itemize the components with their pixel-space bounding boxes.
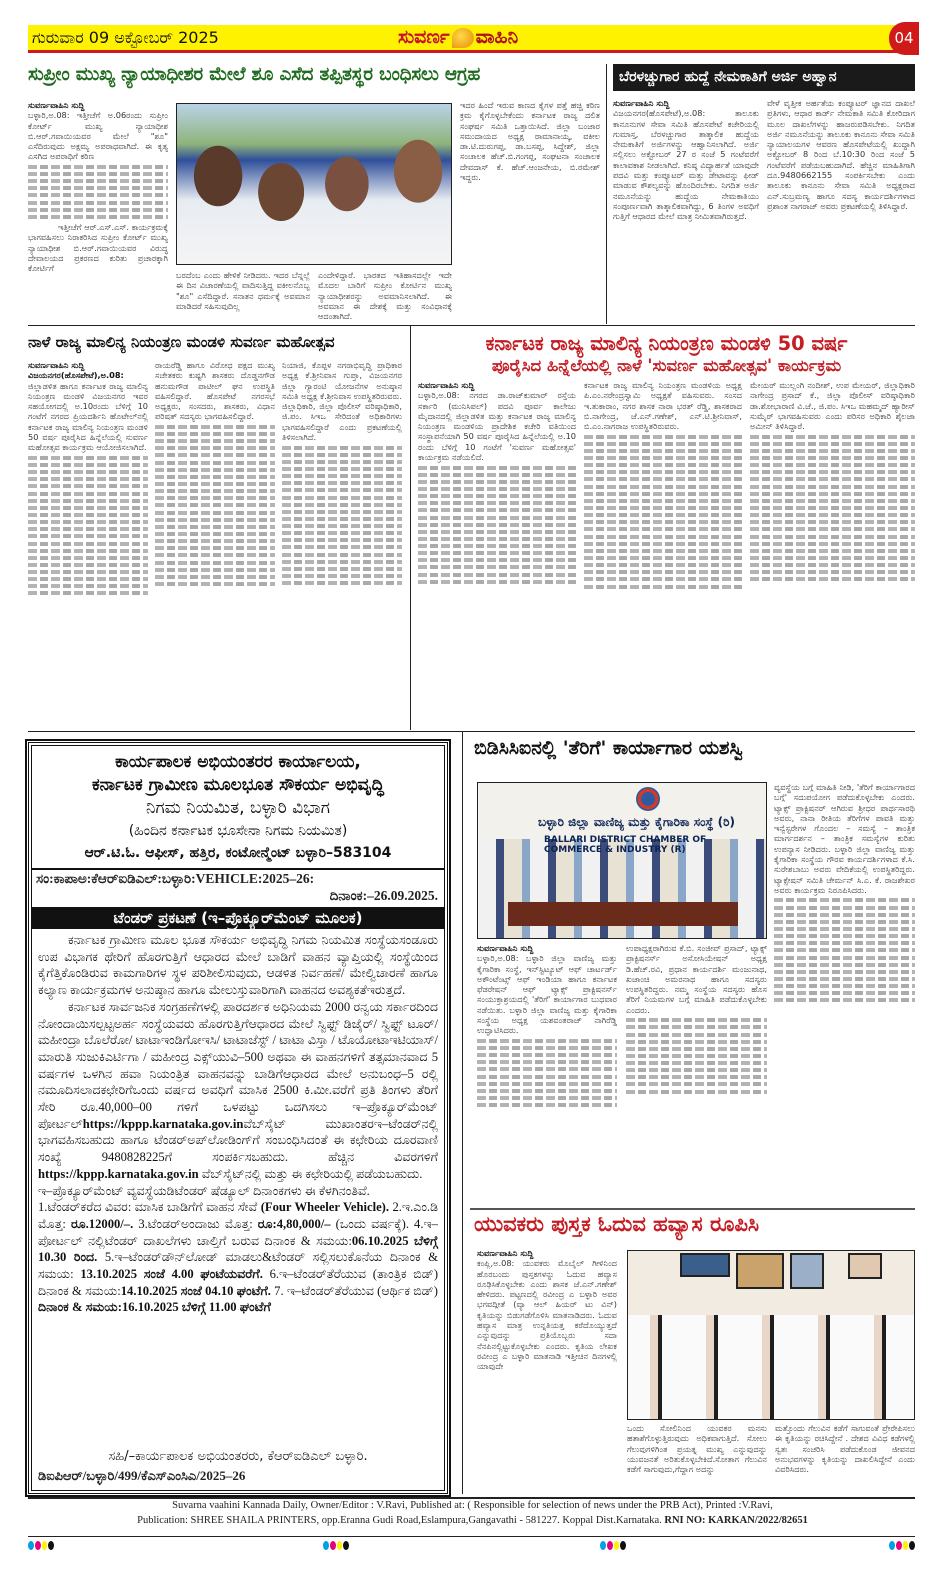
article-lead: ಬಳ್ಳಾರಿ,ಅ.08: ಇತ್ತೀಚೆಗೆ ಅ.06ರಂದು ಸುಪ್ರೀಂ ಕೋರ್ಟ್ ಮುಖ್ಯ ನ್ಯಾಯಾಧೀಶ ಬಿ.ಆರ್.ಗವಾಯಿಯವರ ಮೇಲೆ "ಶೂ" ಎಸೆದಿರುವುದು ಅಕ್ಷಮ್ಯ ಅಪರಾಧವಾಗಿದೆ. ಈ ಕೃತ್ಯ ಎಸಗಿದ ಅಪರಾಧಿಗೆ ಕಠಿಣ: [28, 110, 168, 162]
tender-title: ಟೆಂಡರ್ ಪ್ರಕಟಣೆ (ಇ–ಪ್ರೊಕ್ಯೂರ್‌ಮೆಂಟ್ ಮೂಲಕ): [32, 907, 444, 929]
article-paragraph: ಇತ್ತೀಚೆಗೆ ಆರ್.ಎಸ್.ಎಸ್. ಕಾರ್ಯಕ್ರಮಕ್ಕೆ ಭಾಗವಹಿಸಲು ನಿರಾಕರಿಸಿದ ಸುಪ್ರೀಂ ಕೋರ್ಟ್ ಮುಖ್ಯ ನ್ಯಾಯಾಧೀಶ ಬಿ.ಆರ್.ಗವಾಯಿಯವರ ವಿರುದ್ಧ ದೇವಾಲಯದ ಪ್ರಕರಣದ ಕುರಿತು ಪ್ರಚಾರಕ್ಕಾಗಿ ಕೋರ್ಟಿಗೆ: [28, 222, 168, 274]
dateline: ಸುವರ್ಣವಾಹಿನಿ ಸುದ್ದಿ: [613, 98, 670, 108]
registration-dot: [323, 1541, 329, 1550]
dateline-place: ವಿಜಯನಗರ(ಹೊಸಪೇಟೆ),ಅ.08:: [28, 370, 124, 381]
registration-dot: [889, 1541, 895, 1550]
newspaper-logo: [398, 26, 518, 48]
office-line-4: (ಹಿಂದಿನ ಕರ್ನಾಟಕ ಭೂಸೇನಾ ನಿಗಮ ನಿಯಮಿತ): [128, 823, 348, 839]
dipr-reference: ಡಿಐಪಿಆರ್/ಬಳ್ಳಾರಿ/499/ಕೆಎಸ್‌ಎಂಸಿಎ/2025–26: [38, 1468, 246, 1483]
article-supreme-col2: ಬರದೆಂಬ ಎಂದು ಹೇಳಿಕೆ ನೀಡಿದರು. ಇದರ ಬೆನ್ನಲ್ಲೆ ಈ ದಿನ ವಿಚಾರಣೆಯಲ್ಲಿ ವಾದಿಸುತ್ತಿದ್ದ ವಕೀಲನೊಬ್ಬ "ಶೂ" ಎಸೆದಿದ್ದಾರೆ. ಸನಾತನ ಧರ್ಮಕ್ಕೆ ಅವಮಾನ ಮಾಡಿದರೆ ಸಹಿಸುವುದಿಲ್ಲ: [176, 270, 310, 311]
lamp-icon: [452, 28, 474, 48]
section-divider: [28, 325, 915, 326]
dateline: ಸುವರ್ಣವಾಹಿನಿ ಸುದ್ದಿ: [477, 1248, 534, 1258]
dateline: ಸುವರ್ಣವಾಹಿನಿ ಸುದ್ದಿ: [418, 380, 475, 390]
article-text: ನಿಯಾಜಿ, ಕೊಪ್ಪಳ ನಗರಾಭಿವೃದ್ಧಿ ಪ್ರಾಧಿಕಾರ ಅಧ್ಯಕ್ಷ ಕೆ.ಶ್ರೀನಿವಾಸ ಗುಪ್ತಾ, ವಿಜಯನಗರ ಜಿಲ್ಲಾ ಗ್ಯಾರಂಟಿ ಯೋಜನೆಗಳ ಅನುಷ್ಠಾನ ಸಮಿತಿ ಅಧ್ಯಕ್ಷ ಕೆ.ಶ್ರೀನಿವಾಸ ಉಪಸ್ಥಿತರಿರುವರು. ಜಿಲ್ಲಾಧಿಕಾರಿ, ಜಿಲ್ಲಾ ಪೊಲೀಸ್ ವರಿಷ್ಠಾಧಿಕಾರಿ, ಜಿ.ಪಂ. ಸಿಇಒ ಸೇರಿದಂತೆ ಅಧಿಕಾರಿಗಳು ಭಾಗವಹಿಸಲಿದ್ದಾರೆ ಎಂದು ಪ್ರಕಟಣೆಯಲ್ಲಿ ತಿಳಿಸಲಾಗಿದೆ.: [282, 360, 402, 443]
column-divider: [462, 732, 463, 1494]
protest-photo: [176, 103, 452, 265]
imprint-footer: [0, 1500, 945, 1526]
article-pollution2-col3: [750, 380, 915, 730]
footer-rule: [28, 1536, 915, 1537]
footer-rule: [28, 1497, 915, 1499]
reference-number: ಸಂ:ಕಾಪಾಅ:ಕೆಆರ್‌ಐಡಿಎಲ್:ಬಳ್ಳಾರಿ:VEHICLE:2025–26:: [32, 868, 444, 888]
article-text: ವಿಜಯನಗರ(ಹೊಸಪೇಟೆ),ಅ.08: ತಾಲೂಕು ಕಾನೂನುಗಳ ಸೇವಾ ಸಮಿತಿ ಹೊಸಪೇಟೆ ಕಚೇರಿಯಲ್ಲಿ ಗುಮಾಸ್ತ, ಬೆರಳಚ್ಚುಗಾರ ತಾತ್ಕಾಲಿಕ ಹುದ್ದೆಯ ನೇಮಕಾತಿಗೆ ಅರ್ಜಿಗಳನ್ನು ಆಹ್ವಾನಿಸಲಾಗಿದೆ. ಅರ್ಜಿ ಸಲ್ಲಿಸಲು ಅಕ್ಟೋಬರ್ 27 ರ ಸಂಜೆ 5 ಗಂಟೆವರೆಗೆ ಕಾಲಾವಕಾಶ ನೀಡಲಾಗಿದೆ. ಕನಿಷ್ಠ ವಿದ್ಯಾರ್ಹತೆ ಯಾವುದೇ ಪದವಿ ಮತ್ತು ಕಂಪ್ಯೂಟರ್ ಮತ್ತು ಡೇಟಾವನ್ನು ಫೀಡ್ ಮಾಡುವ ಕೌಶಲ್ಯವನ್ನು ಹೊಂದಿರಬೇಕು. ನಿಗದಿತ ಅರ್ಜಿ ನಮೂನೆಯನ್ನು ಹುದ್ದೆಯ ನೇಮಕಾತಿಯು ಸಂಪೂರ್ಣವಾಗಿ ತಾತ್ಕಾಲಿಕವಾಗಿದ್ದು, 6 ತಿಂಗಳ ಅವಧಿಗೆ ಗುತ್ತಿಗೆ ಆಧಾರದ ಮೇಲೆ ಮಾತ್ರ ನೀಮಿತವಾಗಿರುತ್ತದೆ.: [613, 108, 759, 222]
page-number: 04: [889, 22, 919, 55]
article-pollution2-col1: [418, 380, 576, 730]
schedule-item: 5.ಇ–ಟೆಂಡರ್‌ಡೌನ್‌ಲೋಡ್ ಮಾಡಲು&ಟೆಂಡರ್ ಸಲ್ಲಿಸಲುಕೊನೆಯ ದಿನಾಂಕ & ಸಮಯ: 13.10.2025 ಸಂಜೆ 4.00 ಘಂಟೆಯವರೆಗೆ.: [38, 1250, 438, 1282]
tender-paragraph-2: ಕರ್ನಾಟಕ ಸಾರ್ವಜನಿಕ ಸಂಗ್ರಹಣೆಗಳಲ್ಲಿ ಪಾರದರ್ಶಕ ಅಧಿನಿಯಮ 2000 ರನ್ವಯ ಸರ್ಕಾರದಿಂದ ನೋಂದಾಯಿಸಲ್ಪಟ್ಟಅರ್ಹ ಸಂಸ್ಥೆಯವರು ಹೊರಗುತ್ತಿಗೆಆಧಾರದ ಮೇಲೆ ಸ್ವಿಫ್ಟ್ ಡಿಜೈರ್/ ಸ್ವಿಫ್ಟ್ ಟೂರ್/ ಮಹೀಂದ್ರಾ ಬೊಲೆರೋ/ ಟಾಟಾಇಂಡಿಗೋಇಸಿ/ ಟಾಟಾಜೆಸ್ಟ್ / ಟಾಟಾ ವಿಸ್ತಾ / ಟೊಯೋಟಾಇಟಿಯಾಸ್/ ಮಾರುತಿ ಸುಜುಕಿಎರ್ಟಿಗಾ / ಮಹೀಂದ್ರ ಎಕ್ಸ್‌ಯುವಿ–500 ಅಥವಾ ಈ ವಾಹನಗಳಿಗೆ ತತ್ಸಮಾನವಾದ 5 ವರ್ಷಗಳ ಒಳಗಿನ ಹವಾ ನಿಯಂತ್ರಿತ ವಾಹನವನ್ನು ಬಾಡಿಗೆಆಧಾರದ ಮೇಲೆ ಅನುಬಂಧ–5 ರಲ್ಲಿ ನಮೂದಿಸಲಾದಕಛೇರಿಗೆಒಂದು ವರ್ಷದ ಅವಧಿಗೆ ಮಾಸಿಕ 2500 ಕಿ.ಮೀ.ವರೆಗೆ ಪ್ರತಿ ತಿಂಗಳು ತೆರಿಗೆ ಸೇರಿ ರೂ.40,000–00 ಗಳಿಗೆ ಒಳಪಟ್ಟು ಒದಗಿಸಲು ಇ–ಪ್ರೊಕ್ಯೂರ್‌ಮೆಂಟ್ ಪೋರ್ಟಲ್https://kppp.karnataka.gov.inವೆಬ್‌ಸೈಟ್ ಮುಖಾಂತರಇ–ಟೆಂಡರ್‌ನಲ್ಲಿ ಭಾಗವಹಿಸಬಹುದು ಹಾಗೂ ಟೆಂಡರ್‌ಅಪ್‌ಲೋಡಿಂಗ್‌ಗೆ ಸಂಬಂಧಿಸಿದಂತೆ ಈ ಕಛೇರಿಯ ದೂರವಾಣಿ ಸಂಖ್ಯೆ 9480828225ಗೆ ಸಂಪರ್ಕಿಸಬಹುದು. ಹೆಚ್ಚಿನ ವಿವರಗಳಿಗೆ https://kppp.karnataka.gov.in ವೆಬ್‌ಸೈಟ್‌ನಲ್ಲಿ ಮತ್ತು ಈ ಕಛೇರಿಯಲ್ಲಿ ಪಡೆಯಬಹುದು.: [38, 999, 438, 1181]
wall-portrait: [790, 1253, 824, 1289]
registration-dot: [620, 1541, 626, 1550]
registration-dot: [330, 1541, 336, 1550]
registration-marks: [28, 1541, 54, 1551]
article-text: ವ್ಯವಸ್ಥೆಯ ಬಗ್ಗೆ ಮಾಹಿತಿ ನೀಡಿ, 'ತೆರಿಗೆ ಕಾರ್ಯಾಗಾರದ ಬಗ್ಗೆ' ಸದುಪಯೋಗ ಪಡೆದುಕೊಳ್ಳಬೇಕು ಎಂದರು. ಟ್ಯಾಕ್ಸ್ ಪ್ರಾಕ್ಟಿಷನರ್ ಆಗಿರುವ ಶ್ರೀಧರ ಪಾರ್ಥಸಾರಥಿ ಅವರು, ನಾನಾ ರೀತಿಯ ತೆರಿಗೆಗಳ ಪಾವತಿ ಮತ್ತು ಇನ್ವೆಸ್ಟರೇಗಳ ಗೊಂದಲ – ಸಮಸ್ಯೆ – ತಾಂತ್ರಿಕ ಮಾರ್ಗದರ್ಶನ – ತಾಂತ್ರಿಕ ಸಮಸ್ಯೆಗಳ ಕುರಿತು ಉಪನ್ಯಾಸ ನೀಡಿದರು. ಬಳ್ಳಾರಿ ಜಿಲ್ಲಾ ವಾಣಿಜ್ಯ ಮತ್ತು ಕೈಗಾರಿಕಾ ಸಂಸ್ಥೆಯ ಗೌರವ ಕಾರ್ಯದರ್ಶಿಗಳಾದ ಕೆ.ಸಿ. ಸುರೇಶಬಾಬು ಅವರು ವೇದಿಕೆಯಲ್ಲಿ ಉಪಸ್ಥಿತರಿದ್ದರು. ಟ್ಯಾಕ್ಸೇಷನ್ ಸಮಿತಿ ಚೇರ್ಮನ್ ಸಿ.ಎ. ಕೆ. ರಾಜಶೇಖರ ಅವರು ಕಾರ್ಯಕ್ರಮ ನಿರೂಪಿಸಿದರು.: [774, 782, 915, 895]
headline-reading-habit: ಯುವಕರು ಪುಸ್ತಕ ಓದುವ ಹವ್ಯಾಸ ರೂಪಿಸಿ: [474, 1212, 760, 1236]
logo-word-2: ವಾಹಿನಿ: [475, 26, 519, 48]
article-pollution-col3: [282, 360, 402, 730]
article-text: ಮೇಯರ್ ಮುಲ್ಲಂಗಿ ನಂದೀಶ್, ಉಪ ಮೇಯರ್, ಜಿಲ್ಲಾಧಿಕಾರಿ ನಾಗೇಂದ್ರ ಪ್ರಸಾದ್ ಕೆ., ಜಿಲ್ಲಾ ಪೊಲೀಸ್ ವರಿಷ್ಠಾಧಿಕಾರಿ ಡಾ.ಶೋಭಾರಾಣಿ ವಿ.ಜೆ., ಜಿ.ಪಂ. ಸಿಇಒ ಮಹಮ್ಮದ್ ಹ್ಯಾರೀಸ್ ಸುಮೈರ್ ಭಾಗವಹಿಸುವರು ಎಂದು ಪರಿಸರ ಅಧಿಕಾರಿ ಶೈಲಜಾ ಅಮೀನ್ ತಿಳಿಸಿದ್ದಾರೆ.: [750, 380, 915, 432]
registration-dot: [903, 1541, 909, 1550]
registration-dot: [607, 1541, 613, 1550]
article-bdcci-col1: [477, 943, 617, 1201]
office-address: ಆರ್.ಟಿ.ಓ. ಆಫೀಸ್, ಹತ್ತಿರ, ಕಂಟೋನ್ಮೆಂಟ್ ಬಳ್ಳಾರಿ–583104: [84, 845, 392, 861]
article-books-col2: ಒಂದು ಸೋಲಿನಿಂದ ಯುವಕರ ಮನಸು ಹತಾಶೆಗೊಳ್ಳುತ್ತಿರುವುದು ಅಧಿಕವಾಗುತ್ತಿದೆ. ಸೋಲು ಗೆಲುವುಗಳಿಗಿಂತ ಪ್ರಯತ್ನ ಮುಖ್ಯ ಎನ್ನುವುದನ್ನು ಯುವಜನತೆ ಅರಿತುಕೊಳ್ಳಬೇಕಿದೆ.ಸೋತಾಗ ಗೆಲುವಿನ ಕಡೆಗೆ ಸಾಗುವುದು,ಗೆದ್ದಾಗ ಅದನ್ನು: [627, 1423, 767, 1475]
headline-pollution-50-years: [418, 332, 915, 376]
headline-supreme-court: ಸುಪ್ರೀಂ ಮುಖ್ಯ ನ್ಯಾಯಾಧೀಶರ ಮೇಲೆ ಶೂ ಎಸೆದ ತಪ್ಪಿತಸ್ಥರ ಬಂಧಿಸಲು ಆಗ್ರಹ: [28, 64, 481, 85]
wall-portrait: [848, 1253, 882, 1279]
logo-word-1: ಸುವರ್ಣ: [398, 26, 450, 48]
registration-dot: [343, 1541, 349, 1550]
workshop-photo: [477, 782, 767, 939]
photo-banner: ಬಳ್ಳಾರಿ ಜಿಲ್ಲಾ ವಾಣಿಜ್ಯ ಮತ್ತು ಕೈಗಾರಿಕಾ ಸಂಸ್ಥೆ (ರಿ): [538, 815, 735, 829]
headline-line-1: ಕರ್ನಾಟಕ ರಾಜ್ಯ ಮಾಲಿನ್ಯ ನಿಯಂತ್ರಣ ಮಂಡಳಿ 50 ವರ್ಷ: [485, 332, 848, 355]
registration-dot: [909, 1541, 915, 1550]
issue-date: ಗುರುವಾರ 09 ಅಕ್ಟೋಬರ್ 2025: [32, 28, 219, 47]
section-divider: [28, 731, 915, 732]
column-divider: [410, 326, 411, 730]
registration-dot: [35, 1541, 41, 1550]
headline-tax-workshop: ಬಿಡಿಸಿಸಿಐನಲ್ಲಿ 'ತೆರಿಗೆ' ಕಾರ್ಯಾಗಾರ ಯಶಸ್ವಿ: [474, 737, 743, 759]
section-divider: [470, 1208, 915, 1210]
article-books-col1: [477, 1248, 617, 1488]
article-supreme-col3: ಎಂದೇಳಿದ್ದಾರೆ. ಭಾರತದ ಇತಿಹಾಸದಲ್ಲೇ ಇದೇ ಮೊದಲ ಬಾರಿಗೆ ಸುಪ್ರೀಂ ಕೋರ್ಟಿನ ಮುಖ್ಯ ನ್ಯಾಯಾಧೀಶರನ್ನು ಅವಮಾನಿಸಲಾಗಿದೆ. ಈ ಅವಮಾನ ಈ ದೇಶಕ್ಕೆ ಮತ್ತು ಸಂವಿಧಾನಕ್ಕೆ ಆದಂತಾಗಿದೆ.: [318, 270, 452, 322]
article-clerk-col2: ವೇಳೆ ವೃತ್ತೀಕ ಅರ್ಹತೆಯ ಕಂಪ್ಯೂಟರ್ ಜ್ಞಾನದ ದಾಖಲೆ ಪ್ರತಿಗಳು, ಆಧಾರ ಕಾರ್ಡ್ ನೇಮಕಾತಿ ಸಮಿತಿ ಕೋರಿದಾಗ ಮೂಲ ದಾಖಲೆಗಳನ್ನು ಹಾಜರುಪಡಿಸಬೇಕು. ನಿಗದಿತ ಅರ್ಜಿ ನಮೂನೆಯನ್ನು ತಾಲೂಕು ಕಾನೂನು ಸೇವಾ ಸಮಿತಿ ನ್ಯಾಯಾಲಯಗಳ ಆವರಣ ಹೊಸಪೇಟೆಯಲ್ಲಿ ಖುದ್ದಾಗಿ ಅಕ್ಟೋಬರ್ 8 ರಿಂದ ಬೆ.10:30 ರಿಂದ ಸಂಜೆ 5 ಗಂಟೆವರೆಗೆ ಪಡೆಯಬಹುದಾಗಿದೆ. ಹೆಚ್ಚಿನ ಮಾಹಿತಿಗಾಗಿ ದೂ.9480662155 ಸಂಪರ್ಕಿಸಬೇಕು ಎಂದು ತಾಲೂಕು ಕಾನೂನು ಸೇವಾ ಸಮಿತಿ ಅಧ್ಯಕ್ಷರಾದ ಎನ್.ಸುಬ್ರಮಣ್ಯ ಹಾಗೂ ಸದಸ್ಯ ಕಾರ್ಯದರ್ಶಿಗಳಾದ ಪ್ರಶಾಂತ ನಾಗರಾಜ್ ಅವರು ಪ್ರಕಟಣೆಯಲ್ಲಿ ತಿಳಿಸಿದ್ದಾರೆ.: [767, 98, 915, 211]
article-supreme-col4: ಇದರ ಹಿಂದೆ ಇರುವ ಕಾಣದ ಕೈಗಳ ಪತ್ತೆ ಹಚ್ಚಿ ಕಠಿಣ ಕ್ರಮ ಕೈಗೊಳ್ಳಬೇಕೆಂದು ಕರ್ನಾಟಕ ರಾಜ್ಯ ದಲಿತ ಸಂಘರ್ಷ ಸಮಿತಿ ಒತ್ತಾಯಿಸಿದೆ. ಜಿಲ್ಲಾ ಬಂಜಾರ ಸಮುದಾಯದ ಅಧ್ಯಕ್ಷ ರಾಮಾನಾಯ್ಕ, ವಕೀಲ ಡಾ.ಟಿ.ದುರುಗಪ್ಪ, ಡಾ.ಬಸಪ್ಪ, ಸಿದ್ದೇಶ್, ಜಿಲ್ಲಾ ಸಂಚಾಲಕ ಹೆಚ್.ಬಿ.ಗಂಗಪ್ಪ, ಸಂಘಟನಾ ಸಂಚಾಲಕ ದೇವದಾಸ್ ಕೆ. ಹೆಚ್.ಆಂಜನೇಯ, ಬಿ.ರಮೇಶ್ ಇದ್ದರು.: [460, 100, 600, 183]
article-text: ರಾಯರೆಡ್ಡಿ ಹಾಗೂ ವಿರೋಧ ಪಕ್ಷದ ಮುಖ್ಯ ಸಚೇತಕರು ಕುಷ್ಟಗಿ ಶಾಸಕರು ದೊಡ್ಡನಗೌಡ ಹನುಮಗೌಡ ಪಾಟೀಲ್ ಘನ ಉಪಸ್ಥಿತಿ ವಹಿಸಲಿದ್ದಾರೆ. ಹೊಸಪೇಟೆ ನಗರಸಭೆ ಅಧ್ಯಕ್ಷರು, ಸಂಸದರು, ಶಾಸಕರು, ವಿಧಾನ ಪರಿಷತ್ ಸದಸ್ಯರು ಭಾಗವಹಿಸಲಿದ್ದಾರೆ.: [155, 360, 275, 422]
article-pollution-col1: [28, 360, 148, 730]
registration-dot: [600, 1541, 606, 1550]
registration-dot: [42, 1541, 48, 1550]
tender-date: ದಿನಾಂಕ:–26.09.2025.: [329, 888, 438, 903]
schedule-item: 2.ಇ.ಎಂ.ಡಿ ಮೊತ್ತ: ರೂ.12000/–.: [38, 1200, 439, 1231]
registration-dot: [896, 1541, 902, 1550]
schedule-item: 4.ಇ–ಪೋರ್ಟಲ್ ನಲ್ಲಿಟೆಂಡರ್ ದಾಖಲೆಗಳು ಚಾಲ್ತಿಗೆ ಬರುವ ದಿನಾಂಕ & ಸಮಯ:06.10.2025 ಬೆಳಿಗ್ಗೆ 10.30 ರಿಂದ.: [38, 1216, 438, 1265]
article-text: ಕರ್ನಾಟಕ ರಾಜ್ಯ ಮಾಲಿನ್ಯ ನಿಯಂತ್ರಣ ಮಂಡಳಿಯ ಅಧ್ಯಕ್ಷ ಪಿ.ಎಂ.ನರೇಂದ್ರಸ್ವಾಮಿ ಅಧ್ಯಕ್ಷತೆ ವಹಿಸುವರು. ಸಂಸದ ಇ.ತುಕಾರಾಂ, ನಗರ ಶಾಸಕ ನಾರಾ ಭರತ್ ರೆಡ್ಡಿ, ಶಾಸಕರಾದ ಬಿ.ನಾಗೇಂದ್ರ, ಜೆ.ಎನ್.ಗಣೇಶ್, ಎನ್.ಟಿ.ಶ್ರೀನಿವಾಸ್, ಬಿ.ಎಂ.ನಾಗರಾಜ ಉಪಸ್ಥಿತರಿರುವರು.: [584, 380, 742, 432]
article-text: ಉಪಾಧ್ಯಕ್ಷರಾಗಿರುವ ಕೆ.ಬಿ. ಸಂಜೀವ್ ಪ್ರಸಾದ್, ಟ್ಯಾಕ್ಸ್ ಪ್ರಾಕ್ಟಿಷನರ್ಸ್ ಅಸೋಸಿಯೇಷನ್ ಅಧ್ಯಕ್ಷ ಡಿ.ಹೆಚ್.ರವಿ, ಪ್ರಧಾನ ಕಾರ್ಯದರ್ಶಿ ಮಂಜುನಾಥ, ಖಜಾಂಚಿ ಅಮರನಾಥ ಹಾಗೂ ಸದಸ್ಯರು ಉಪಸ್ಥಿತರಿದ್ದರು. ನಮ್ಮ ಸಂಸ್ಥೆಯ ಸದಸ್ಯರು ಹೊಸ ತೆರಿಗೆ ನಿಯಮಗಳ ಬಗ್ಗೆ ಮಾಹಿತಿ ಪಡೆದುಕೊಳ್ಳಬೇಕು ಎಂದರು.: [626, 943, 767, 1015]
registration-dot: [614, 1541, 620, 1550]
masthead: [28, 25, 915, 53]
column-divider: [606, 64, 607, 324]
chamber-emblem-icon: [636, 787, 660, 811]
tender-body: [32, 929, 444, 1316]
tender-schedule: [38, 1199, 438, 1316]
article-text: ಜಿಲ್ಲಾಡಳಿತ ಹಾಗೂ ಕರ್ನಾಟಕ ರಾಜ್ಯ ಮಾಲಿನ್ಯ ನಿಯಂತ್ರಣ ಮಂಡಳಿ ವಿಜಯನಗರ ಇವರ ಸಹಯೋಗದಲ್ಲಿ ಅ.10ರಂದು ಬೆಳಿಗ್ಗೆ 10 ಗಂಟೆಗೆ ನಗರದ ಪ್ರಿಯದರ್ಶಿನಿ ಹೊಟೇಲ್‌ನಲ್ಲಿ ಕರ್ನಾಟಕ ರಾಜ್ಯ ಮಾಲಿನ್ಯ ನಿಯಂತ್ರಣ ಮಂಡಳಿ 50 ವರ್ಷ ಪೂರೈಸಿದ ಹಿನ್ನೆಲೆಯಲ್ಲಿ ಸುವರ್ಣ ಮಹೋತ್ಸವ ಕಾರ್ಯಕ್ರಮ ಆಯೋಜಿಸಲಾಗಿದೆ.: [28, 380, 148, 453]
registration-dot: [28, 1541, 34, 1550]
registration-marks: [600, 1541, 626, 1551]
dateline: ಸುವರ್ಣವಾಹಿನಿ ಸುದ್ದಿ: [477, 943, 534, 953]
registration-dot: [48, 1541, 54, 1550]
imprint-line-2: Publication: SHREE SHAILA PRINTERS, opp.Eranna Gudi Road,Eslampura,Gangavathi - 581227. Koppal Dist.Karnataka. RNI NO: KARKAN/2022/82651: [137, 1515, 808, 1526]
portal-link-2[interactable]: https://kppp.karnataka.gov.in: [38, 1166, 199, 1181]
wall-portrait: [680, 1253, 730, 1277]
schedule-item: 3.ಟೆಂಡರ್‌ಅಂದಾಜು ಮೊತ್ತ: ರೂ:4,80,000/– (ಒಂದು ವರ್ಷಕ್ಕೆ).: [138, 1216, 409, 1231]
registration-marks: [323, 1541, 349, 1551]
office-line-1: ಕಾರ್ಯಪಾಲಕ ಅಭಿಯಂತರರ ಕಾರ್ಯಾಲಯ,: [115, 752, 361, 772]
article-pollution2-col2: [584, 380, 742, 730]
article-books-col3: ಮತ್ತೊಂದು ಗೆಲುವಿನ ಕಡೆಗೆ ಸಾಗುವಂತೆ ಪ್ರೇರೇಪಿಸಲು ಈ ಕೃತಿಯನ್ನು ರಚಿಸಿದ್ದೇನೆ . ದೇಶದ ವಿವಿಧ ಕಡೆಗಳಲ್ಲಿ ಸ್ವತಃ ಸಂಚರಿಸಿ ಪಡೆದುಕೊಂಡ ಜೀವನದ ಅನುಭವಗಳನ್ನು ಕೃತಿಯನ್ನು ದಾಖಲಿಸಿದ್ದೇನೆ ಎಂದು ವಿವರಿಸಿದರು.: [775, 1423, 915, 1475]
dais-table: [508, 902, 738, 926]
office-line-2: ಕರ್ನಾಟಕ ಗ್ರಾಮೀಣ ಮೂಲಭೂತ ಸೌಕರ್ಯ ಅಭಿವೃದ್ಧಿ: [92, 775, 384, 795]
registration-marks: [889, 1541, 915, 1551]
book-release-photo: [627, 1250, 915, 1420]
dateline: ಸುವರ್ಣವಾಹಿನಿ ಸುದ್ದಿ: [28, 360, 85, 370]
headline-line-2: ಪೂರೈಸಿದ ಹಿನ್ನೆಲೆಯಲ್ಲಿ ನಾಳೆ 'ಸುವರ್ಣ ಮಹೋತ್ಸವ' ಕಾರ್ಯಕ್ರಮ: [491, 356, 842, 375]
article-text: ಕಂಪ್ಲಿ,ಅ.08: ಯುವಕರು ಮೊಬೈಲ್ ಗೀಳಿನಿಂದ ಹೊರಬಂದು ಪುಸ್ತಕಗಳನ್ನು ಓದುವ ಹವ್ಯಾಸ ರೂಢಿಸಿಕೊಳ್ಳಬೇಕು ಎಂದು ಶಾಸಕ ಜೆ.ಎನ್.ಗಣೇಶ್ ಹೇಳಿದರು. ಪಟ್ಟಣದಲ್ಲಿ ರವೀಂದ್ರ ಎ ಬಳ್ಳಾರಿ ಅವರ ಭಗವದ್ಗೀತೆ (ವ್ಯಾ ಆಲ್ ಹಿಯರ್ ಟು ವಿನ್) ಕೃತಿಯನ್ನು ಬಿಡುಗಡೆಗೊಳಿಸಿ ಮಾತನಾಡಿದರು. ಓದುವ ಹವ್ಯಾಸ ಮಾತ್ರ ಉನ್ನತಿಯತ್ತ ಕರೆದೊಯ್ಯುತ್ತದೆ ಎನ್ನುವುದನ್ನು ಪ್ರತಿಯೊಬ್ಬರು ಸದಾ ನೆನಪಿನಲ್ಲಿಟ್ಟುಕೊಳ್ಳಬೇಕು ಎಂದರು. ಕೃತಿಯ ಲೇಖಕ ರವೀಂದ್ರ ಎ ಬಳ್ಳಾರಿ ಮಾತನಾಡಿ ಇತ್ತೀಚಿನ ದಿನಗಳಲ್ಲಿ ಯಾವುದೇ: [477, 1258, 617, 1372]
wall-portrait: [736, 1253, 784, 1289]
portal-link[interactable]: https://kppp.karnataka.gov.in: [82, 1116, 244, 1131]
article-pollution-col2: [155, 360, 275, 730]
registration-dot: [337, 1541, 343, 1550]
article-clerk-col1: [613, 98, 759, 324]
schedule-item: 1.ಟೆಂಡರ್‌ಕರೆದ ವಿವರ: ಮಾಸಿಕ ಬಾಡಿಗೆಗೆ ವಾಹನ ಸೇವೆ (Four Wheeler Vehicle).: [38, 1200, 390, 1215]
article-bdcci-col2: [626, 943, 767, 1201]
rni-number: RNI NO: KARKAN/2022/82651: [664, 1515, 808, 1526]
signature: ಸಹಿ/–ಕಾರ್ಯಪಾಲಕ ಅಭಿಯಂತರರು, ಕೆಆರ್‌ಐಡಿಎಲ್ ಬಳ್ಳಾರಿ.: [108, 1449, 368, 1464]
dateline: ಸುವರ್ಣವಾಹಿನಿ ಸುದ್ದಿ: [28, 100, 85, 110]
article-bdcci-col3: [774, 782, 915, 1202]
schedule-item: 7. ಇ–ಟೆಂಡರ್‌ತೆರೆಯುವ (ಆರ್ಥಿಕ ಬಿಡ್) ದಿನಾಂಕ & ಸಮಯ:16.10.2025 ಬೆಳಿಗ್ಗೆ 11.00 ಘಂಟೆಗೆ: [38, 1283, 438, 1315]
imprint-line-1: Suvarna vaahini Kannada Daily, Owner/Editor : V.Ravi, Published at: ( Responsible for selection of news under the PRB Act), Printed :V.Ravi,: [172, 1500, 773, 1511]
article-supreme-col1: [28, 100, 168, 325]
article-text: ಬಳ್ಳಾರಿ,ಅ.08: ಬಳ್ಳಾರಿ ಜಿಲ್ಲಾ ವಾಣಿಜ್ಯ ಮತ್ತು ಕೈಗಾರಿಕಾ ಸಂಸ್ಥೆ, ಇನ್‌ಸ್ಟಿಟ್ಯೂಟ್ ಆಫ್ ಚಾರ್ಟರ್ಡ್ ಅಕೌಂಟೆಂಟ್ಸ್ ಆಫ್ ಇಂಡಿಯಾ ಹಾಗೂ ಕರ್ನಾಟಕ ಫೆಡರೇಷನ್ ಆಫ್ ಟ್ಯಾಕ್ಸ್ ಪ್ರಾಕ್ಟಿಷನರ್ಸ್ ಸಂಯುಕ್ತಾಶ್ರಯದಲ್ಲಿ 'ತೆರಿಗೆ' ಕಾರ್ಯಾಗಾರ ಬುಧವಾರ ನಡೆಯಿತು. ಬಳ್ಳಾರಿ ಜಿಲ್ಲಾ ವಾಣಿಜ್ಯ ಮತ್ತು ಕೈಗಾರಿಕಾ ಸಂಸ್ಥೆಯ ಅಧ್ಯಕ್ಷ ಯಶವಂತರಾಜ್ ನಾಗಿರೆಡ್ಡಿ ಉದ್ಘಾಟಿಸಿದರು.: [477, 953, 617, 1036]
photo-banner-english: BALLARI DISTRICT CHAMBER OF COMMERCE & INDUSTRY (R): [544, 835, 707, 855]
schedule-item: 6.ಇ–ಟೆಂಡರ್‌ತೆರೆಯುವ (ತಾಂತ್ರಿಕ ಬಿಡ್) ದಿನಾಂಕ & ಸಮಯ:14.10.2025 ಸಂಜೆ 04.10 ಘಂಟೆಗೆ.: [38, 1267, 439, 1298]
article-text: ಬಳ್ಳಾರಿ,ಅ.08: ನಗರದ ಡಾ.ರಾಜ್‌ಕುಮಾರ್ ರಸ್ತೆಯ ಸರ್ಕಾರಿ (ಮುನಿಸಿಪಲ್) ಪದವಿ ಪೂರ್ವ ಕಾಲೇಜು ಮೈದಾನದಲ್ಲಿ ಜಿಲ್ಲಾಡಳಿತ ಮತ್ತು ಕರ್ನಾಟಕ ರಾಜ್ಯ ಮಾಲಿನ್ಯ ನಿಯಂತ್ರಣ ಮಂಡಳಿಯ ಪ್ರಾದೇಶಿಕ ಕಚೇರಿ ವತಿಯಿಂದ ಸಂಸ್ಥಾಪನೆಯಾಗಿ 50 ವರ್ಷ ಪೂರೈಸಿದ ಹಿನ್ನೆಲೆಯಲ್ಲಿ ಅ.10 ರಂದು ಬೆಳಿಗ್ಗೆ 10 ಗಂಟೆಗೆ 'ಸುವರ್ಣ ಮಹೋತ್ಸವ' ಕಾರ್ಯಕ್ರಮ ನಡೆಯಲಿದೆ.: [418, 390, 576, 463]
tender-paragraph-1: ಕರ್ನಾಟಕ ಗ್ರಾಮೀಣ ಮೂಲ ಭೂತ ಸೌಕರ್ಯ ಅಭಿವೃದ್ಧಿ ನಿಗಮ ನಿಯಮಿತ ಸಂಸ್ಥೆಯಸಂಡೂರು ಉಪ ವಿಭಾಗಕ ಥೇರಿಗೆ ಹೊರಗುತ್ತಿಗೆ ಆಧಾರದ ಮೇಲೆ ಬಾಡಿಗೆ ವಾಹನ ವ್ಯಾಪ್ತಿಯಲ್ಲಿ ಸಂಸ್ಥೆಯಿಂದ ಕೈಗೆತ್ತಿಕೊಂಡಿರುವ ಕಾಮಗಾರಿಗಳ ಸ್ಥಳ ಪರಿಶೀಲಿಸುವುದು, ಆಡಳಿತ ನಿರ್ವಹಣೆ/ ಮೇಲ್ವಿಚಾರಣೆ ಹಾಗೂ ಕಲ್ಯಾಣ ಕಾರ್ಯಕ್ರಮಗಳ ಅನುಷ್ಠಾನ ಹಾಗೂ ಮೇಲುಸ್ತುವಾರಿಗಾಗಿ ವಾಹನದ ಅವಶ್ಯಕತೆಇರುತ್ತದೆ.: [38, 933, 438, 998]
headline-pollution-board: ನಾಳೆ ರಾಜ್ಯ ಮಾಲಿನ್ಯ ನಿಯಂತ್ರಣ ಮಂಡಳಿ ಸುವರ್ಣ ಮಹೋತ್ಸವ: [28, 333, 335, 351]
tender-advertisement: [28, 742, 448, 1494]
headline-clerk-recruitment: ಬೆರಳಚ್ಚುಗಾರ ಹುದ್ದೆ ನೇಮಕಾತಿಗೆ ಅರ್ಜಿ ಅಹ್ವಾನ: [613, 64, 915, 91]
schedule-intro: ಇ–ಪ್ರೊಕ್ಯೂರ್‌ಮೆಂಟ್ ವ್ಯವಸ್ಥೆಯಡಿಟೆಂಡರ್ ಷೆಡ್ಯೂಲ್ ದಿನಾಂಕಗಳು ಈ ಕೆಳಗಿನಂತಿವೆ.: [38, 1183, 370, 1198]
office-line-3: ನಿಗಮ ನಿಯಮಿತ, ಬಳ್ಳಾರಿ ವಿಭಾಗ: [146, 798, 330, 818]
